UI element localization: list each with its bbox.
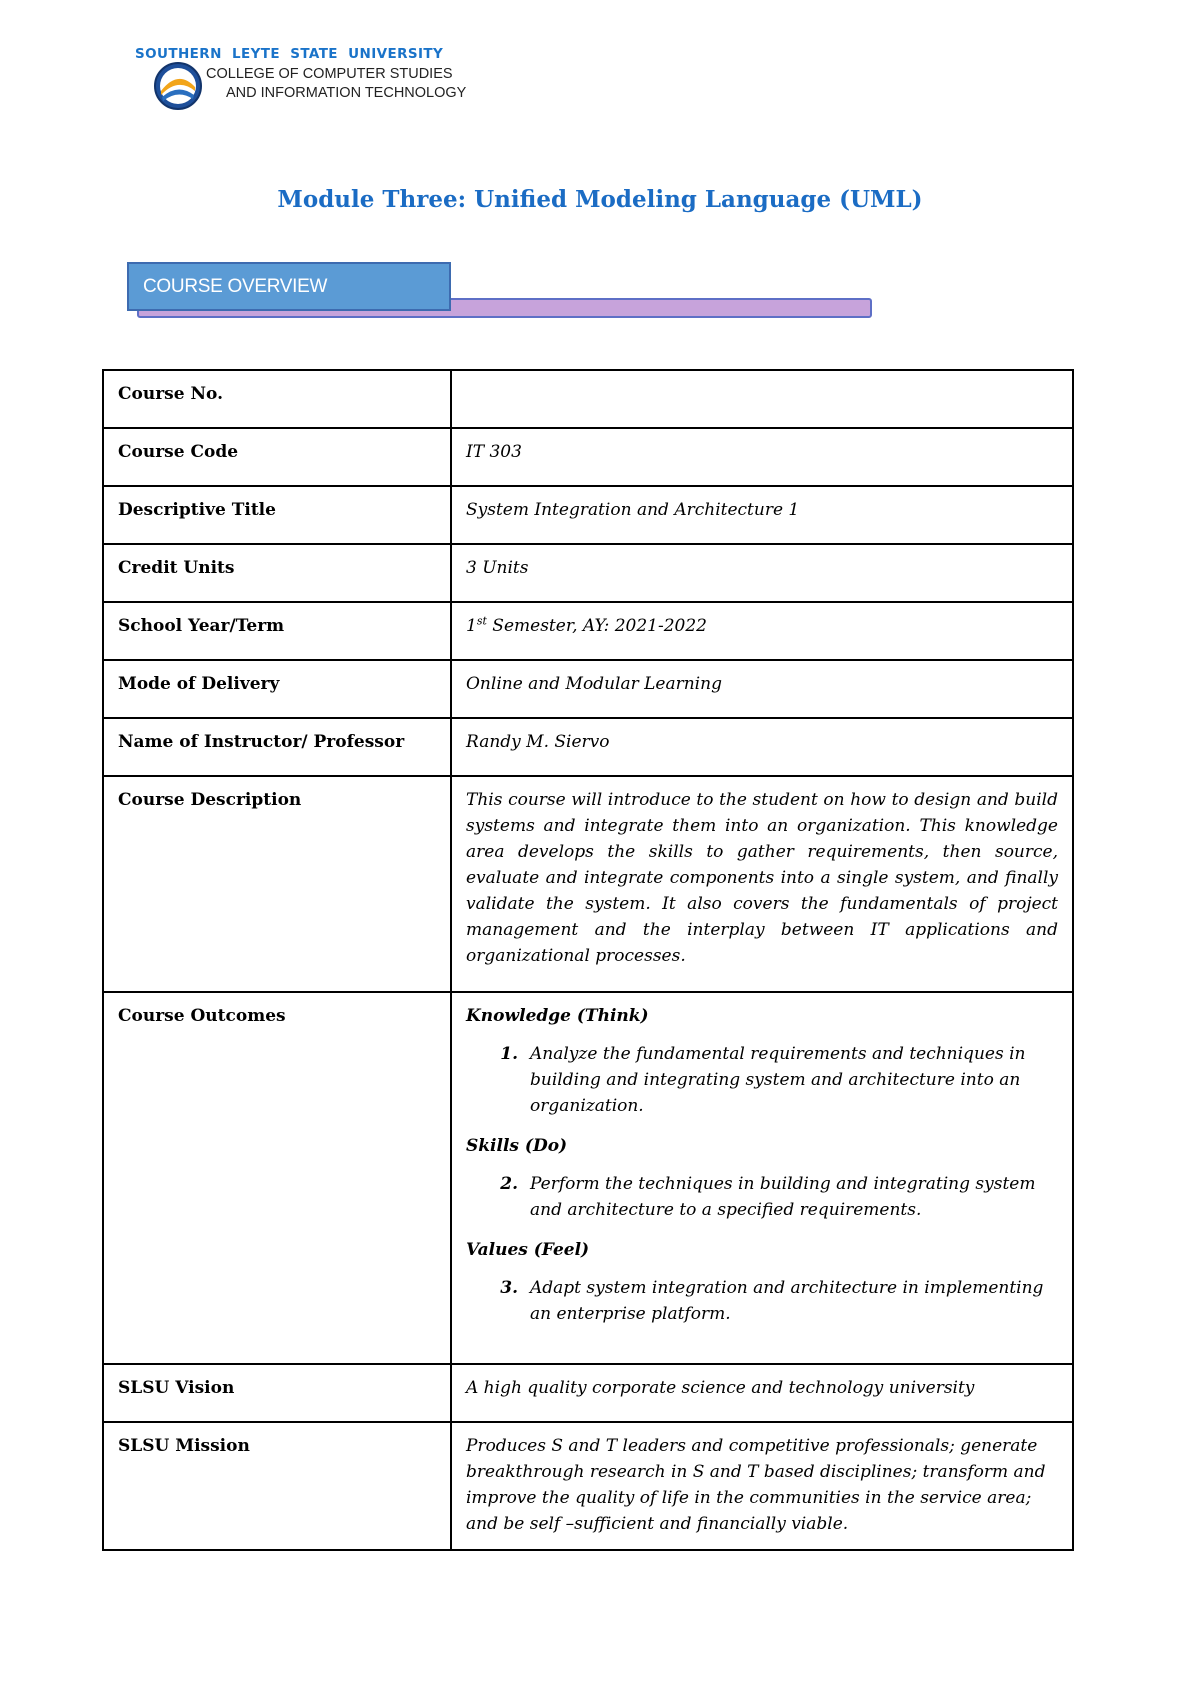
row-label: SLSU Mission xyxy=(103,1422,451,1550)
row-label: Credit Units xyxy=(103,544,451,602)
college-line-2: AND INFORMATION TECHNOLOGY xyxy=(226,85,467,101)
table-row-course-description xyxy=(103,776,1073,992)
row-value xyxy=(451,602,1073,660)
table-row-instructor xyxy=(103,718,1073,776)
row-value: Produces S and T leaders and competitive professionals; generate breakthrough research in S and T based disciplines; transform and improve the quality of life in the communities in the service area; and be self –sufficient and financially viable. xyxy=(451,1422,1073,1550)
section-label: COURSE OVERVIEW xyxy=(143,276,328,297)
row-value: Randy M. Siervo xyxy=(451,718,1073,776)
table-row-course-no xyxy=(103,370,1073,428)
outcome-heading: Skills (Do) xyxy=(466,1136,568,1156)
outcome-text: Adapt system integration and architecture in implementing an enterprise platform. xyxy=(530,1278,1044,1324)
row-value: 3 Units xyxy=(451,544,1073,602)
university-seal-icon xyxy=(153,61,203,111)
outcome-text: Analyze the fundamental requirements and techniques in building and integrating system and architecture into an organization. xyxy=(530,1044,1026,1116)
table-row-course-code xyxy=(103,428,1073,486)
ordinal-suffix: st xyxy=(476,614,487,628)
table-row-school-year xyxy=(103,602,1073,660)
row-value: IT 303 xyxy=(451,428,1073,486)
outcome-text: Perform the techniques in building and integrating system and architecture to a specified requirements. xyxy=(530,1174,1036,1220)
table-row-mode-of-delivery xyxy=(103,660,1073,718)
row-label: Course Code xyxy=(103,428,451,486)
table-row-slsu-mission xyxy=(103,1422,1073,1550)
row-label: Descriptive Title xyxy=(103,486,451,544)
letterhead xyxy=(133,44,593,114)
table-row-credit-units xyxy=(103,544,1073,602)
row-label: SLSU Vision xyxy=(103,1364,451,1422)
outcome-number: 2. xyxy=(500,1174,518,1194)
row-label: Course Description xyxy=(103,776,451,992)
row-label: Course Outcomes xyxy=(103,992,451,1364)
outcome-heading: Knowledge (Think) xyxy=(466,1006,649,1026)
university-name: SOUTHERN LEYTE STATE UNIVERSITY xyxy=(135,46,444,62)
outcome-item xyxy=(466,1041,1058,1119)
row-value xyxy=(451,370,1073,428)
table-row-course-outcomes xyxy=(103,992,1073,1364)
row-label: Mode of Delivery xyxy=(103,660,451,718)
college-line-1: COLLEGE OF COMPUTER STUDIES xyxy=(206,66,453,82)
module-title: Module Three: Unified Modeling Language (UML) xyxy=(277,186,923,213)
outcomes-cell xyxy=(451,992,1073,1364)
row-value: A high quality corporate science and technology university xyxy=(451,1364,1073,1422)
college-name xyxy=(206,65,466,103)
outcome-item xyxy=(466,1171,1058,1223)
outcome-item xyxy=(466,1275,1058,1327)
row-label: School Year/Term xyxy=(103,602,451,660)
row-value: This course will introduce to the student on how to design and build systems and integrate them into an organization. This knowledge area develops the skills to gather requirements, then source, evaluate and integrate components into a single system, and finally validate the system. It also covers the fundamentals of project management and the interplay between IT applications and organizational processes. xyxy=(451,776,1073,992)
course-info-table xyxy=(102,369,1074,1551)
ordinal-number: 1 xyxy=(466,616,477,636)
table-row-descriptive-title xyxy=(103,486,1073,544)
row-value: Online and Modular Learning xyxy=(451,660,1073,718)
table-row-slsu-vision xyxy=(103,1364,1073,1422)
row-label: Name of Instructor/ Professor xyxy=(103,718,451,776)
outcome-heading: Values (Feel) xyxy=(466,1240,590,1260)
row-value: System Integration and Architecture 1 xyxy=(451,486,1073,544)
term-text: Semester, AY: 2021-2022 xyxy=(486,616,707,636)
outcome-number: 1. xyxy=(500,1044,518,1064)
row-label: Course No. xyxy=(103,370,451,428)
outcome-number: 3. xyxy=(500,1278,518,1298)
